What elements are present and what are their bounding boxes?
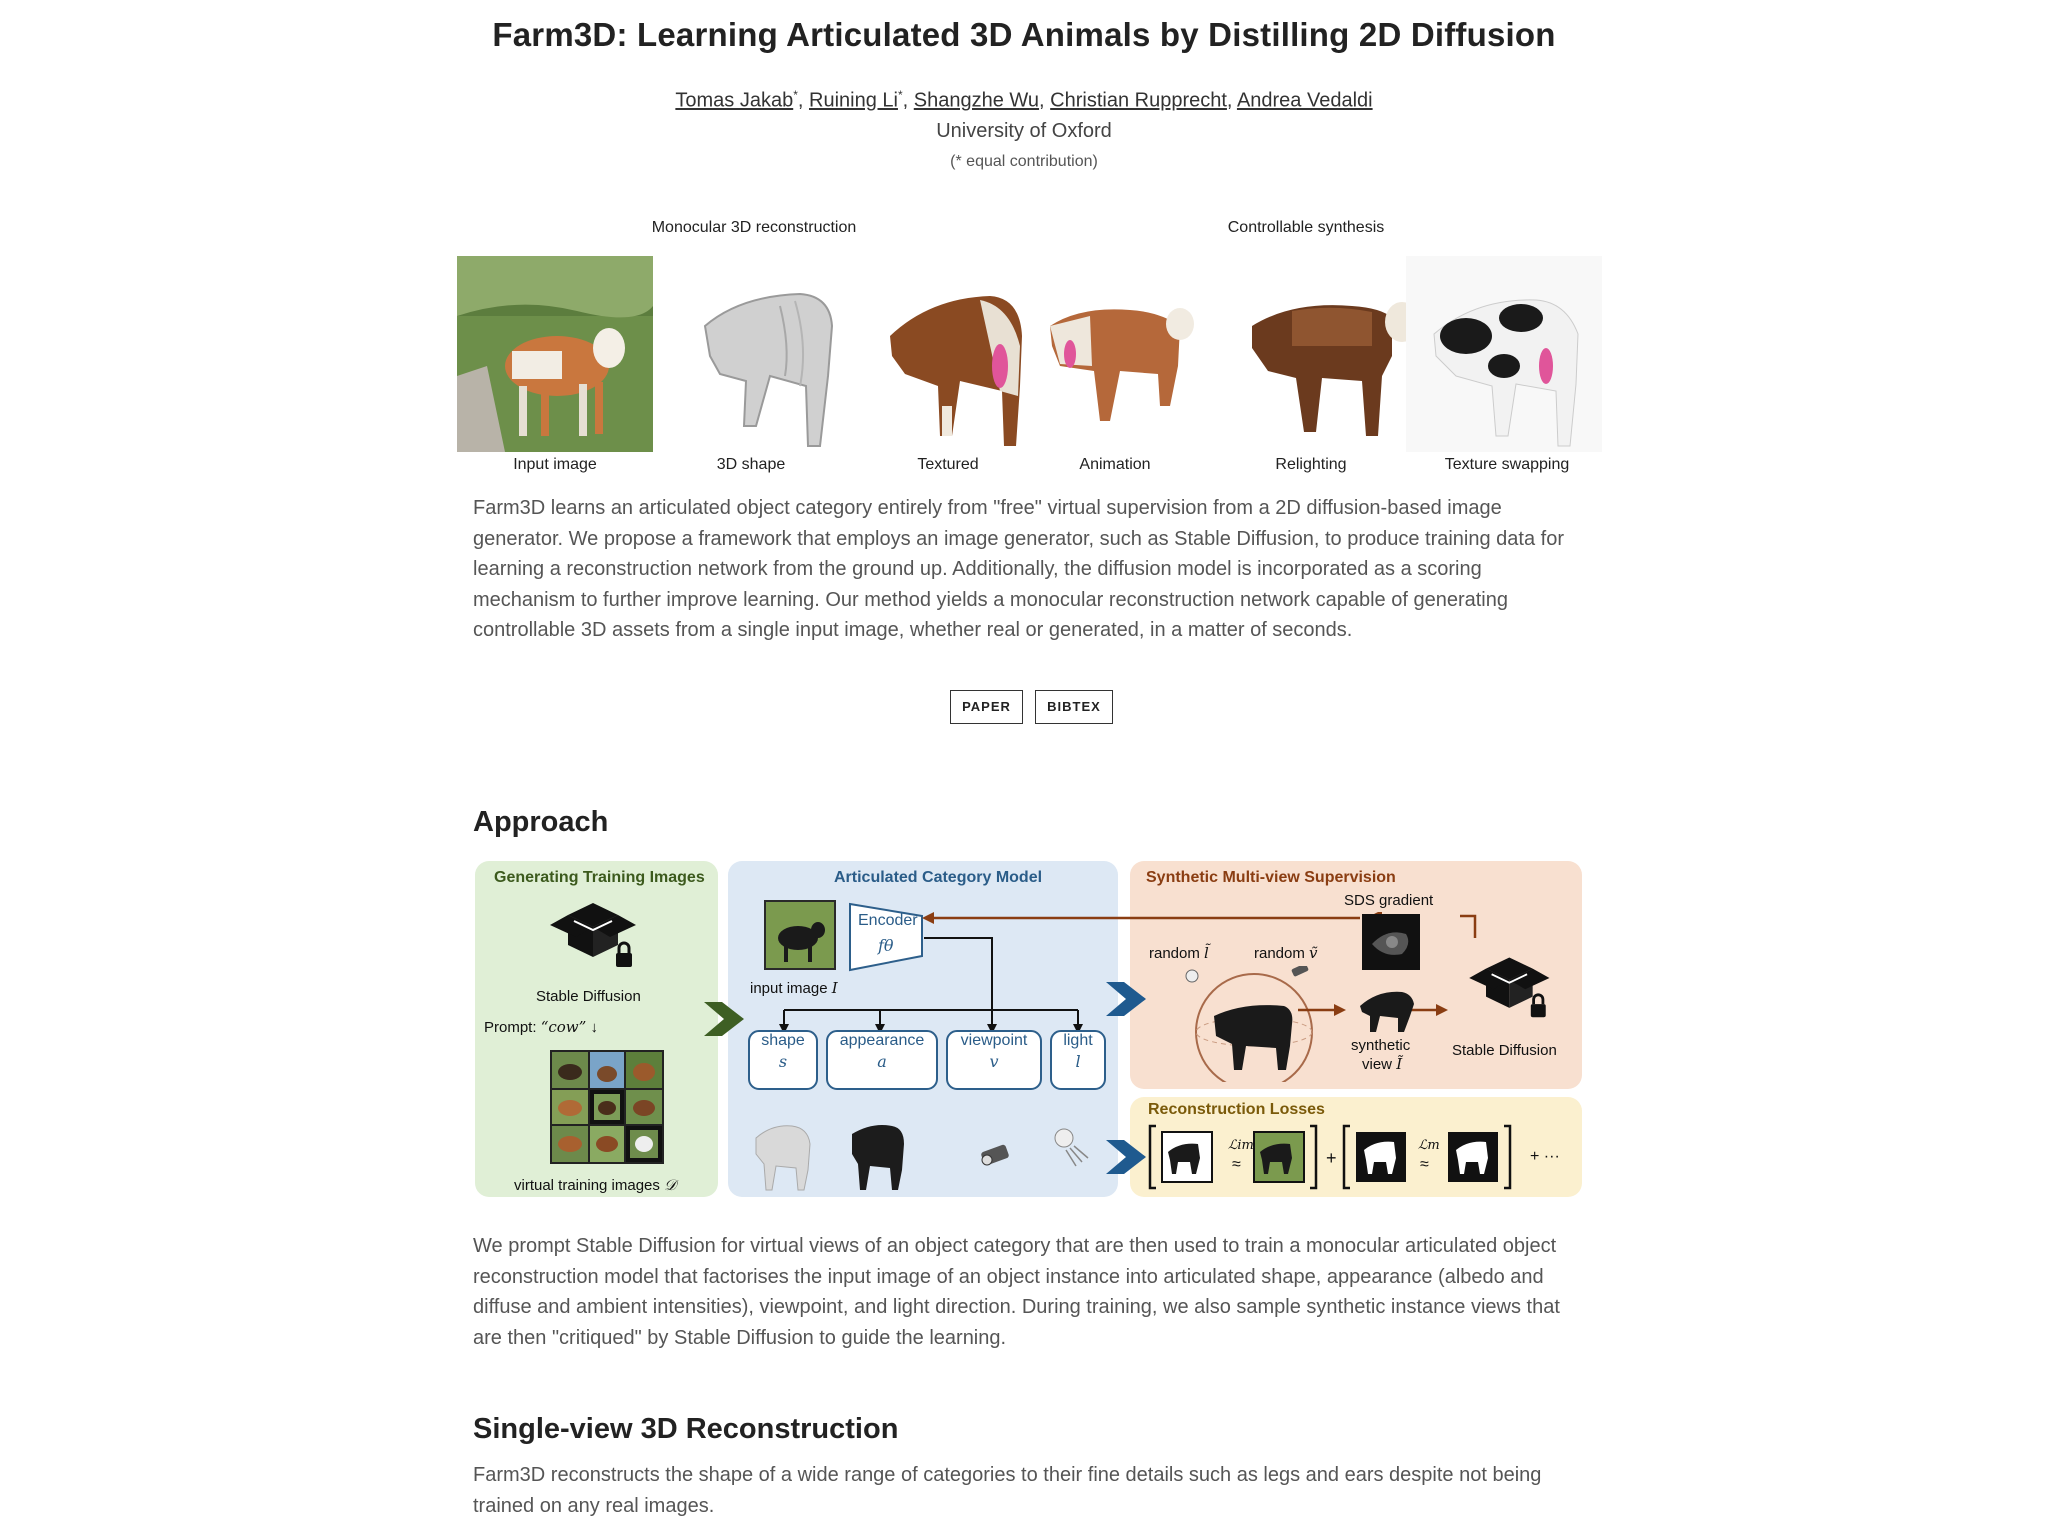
textured-render <box>860 256 1056 452</box>
random-light-label: random l̃ <box>1149 944 1209 962</box>
author-link-shangzhe-wu[interactable]: Shangzhe Wu <box>913 89 1040 112</box>
bibtex-button[interactable]: BIBTEX <box>1035 690 1113 724</box>
stable-diffusion-label: Stable Diffusion <box>536 988 641 1005</box>
abstract-text: Farm3D learns an articulated object category entirely from "free" virtual supervision from a 2D diffusion-based image generator. We propose a framework that employs an image generator, such as Stable Diffusion, to produce training data for learning a reconstruction network from the ground up. Additionally, the diffusion model is incorporated as a scoring mechanism to further improve learning. Our method yields a monocular reconstruction network capable of generating controllable 3D assets from a single input image, whether real or generated, in a matter of seconds. <box>473 497 1564 641</box>
teaser-label-3d-shape: 3D shape <box>716 456 786 473</box>
synthetic-view-render <box>1354 982 1418 1034</box>
synthetic-view-label-1: synthetic <box>1351 1037 1411 1054</box>
3d-shape-render <box>660 256 856 452</box>
paper-button[interactable]: PAPER <box>950 690 1023 724</box>
sds-gradient-label: SDS gradient <box>1344 892 1434 909</box>
random-view-label: random ṽ <box>1254 944 1318 962</box>
animation-render <box>1030 256 1226 452</box>
texture-swapping-render <box>1406 256 1602 452</box>
page-title: Farm3D: Learning Articulated 3D Animals by Distilling 2D Diffusion <box>492 16 1556 53</box>
author-link-christian-rupprecht[interactable]: Christian Rupprecht <box>1050 89 1227 112</box>
approx-symbol-1: ≈ <box>1232 1156 1241 1173</box>
teaser-label-textured: Textured <box>917 456 979 473</box>
loss-im-symbol: ℒim <box>1228 1138 1254 1153</box>
arrow-gen-to-model <box>704 996 748 1042</box>
acm-panel-title: Articulated Category Model <box>834 869 1043 886</box>
virtual-training-images-grid <box>550 1050 664 1164</box>
smv-panel-title: Synthetic Multi-view Supervision <box>1146 869 1396 886</box>
prompt-line: Prompt: “cow” ↓ <box>484 1018 598 1036</box>
approach-heading: Approach <box>473 806 609 838</box>
stable-diffusion-box-icon-2 <box>1466 950 1562 1034</box>
stable-diffusion-label-2: Stable Diffusion <box>1452 1042 1557 1059</box>
factor-viewpoint: viewpoint v <box>946 1030 1042 1090</box>
relighting-render <box>1232 256 1428 452</box>
arrow-model-to-synthetic <box>1106 976 1150 1022</box>
virtual-training-images-label: virtual training images 𝒟 <box>514 1176 677 1194</box>
affiliation: University of Oxford <box>936 120 1112 142</box>
input-image-label: input image I <box>750 979 838 997</box>
input-image-cow-photo <box>457 256 653 452</box>
arrow-model-to-losses <box>1106 1134 1150 1180</box>
reconstruction-loss-equation <box>1148 1122 1558 1192</box>
equal-contribution-mark: * <box>897 88 903 102</box>
gen-panel-title: Generating Training Images <box>494 869 705 886</box>
plus-symbol: + <box>1326 1148 1337 1168</box>
factor-shape: shape s <box>748 1030 818 1090</box>
teaser-label-animation: Animation <box>1079 456 1151 473</box>
factor-light: light l <box>1050 1030 1106 1090</box>
teaser-group-left-title: Monocular 3D reconstruction <box>651 219 857 236</box>
sds-gradient-map <box>1362 914 1420 970</box>
teaser-label-texture-swapping: Texture swapping <box>1444 456 1570 473</box>
approx-symbol-2: ≈ <box>1420 1156 1429 1173</box>
author-link-ruining-li[interactable]: Ruining Li <box>809 89 898 112</box>
plus-more-symbol: + ··· <box>1530 1148 1560 1165</box>
stable-diffusion-box-icon <box>548 895 648 985</box>
equal-contribution-mark: * <box>793 88 798 102</box>
single-view-heading: Single-view 3D Reconstruction <box>473 1413 899 1445</box>
contribution-note: (* equal contribution) <box>950 153 1098 170</box>
author-link-andrea-vedaldi[interactable]: Andrea Vedaldi <box>1236 89 1373 112</box>
recon-panel-title: Reconstruction Losses <box>1148 1101 1325 1118</box>
teaser-group-right-title: Controllable synthesis <box>1227 219 1385 236</box>
encoder-label: Encoder <box>858 912 918 929</box>
author-list: Tomas Jakab*, Ruining Li*, Shangzhe Wu, Christian Rupprecht, Andrea Vedaldi <box>675 88 1373 112</box>
synthetic-view-label-2: view Ĩ <box>1362 1055 1403 1073</box>
encoder-symbol: fθ <box>878 936 894 955</box>
teaser-label-input-image: Input image <box>513 456 597 473</box>
factor-appearance: appearance a <box>826 1030 938 1090</box>
sds-gradient-arrow <box>920 912 1540 942</box>
single-view-text: Farm3D reconstructs the shape of a wide range of categories to their fine details such as legs and ears despite not being trained on any real images. <box>473 1464 1542 1517</box>
approach-caption: We prompt Stable Diffusion for virtual views of an object category that are then used to train a monocular articulated object reconstruction model that factorises the input image of an object instance into articulated shape, appearance (albedo and diffuse and ambient intensities), viewpoint, and light direction. During training, we also sample synthetic instance views that are then "critiqued" by Stable Diffusion to guide the learning. <box>473 1235 1560 1349</box>
teaser-label-relighting: Relighting <box>1275 456 1347 473</box>
loss-m-symbol: ℒm <box>1418 1138 1440 1153</box>
author-link-tomas-jakab[interactable]: Tomas Jakab <box>675 89 794 112</box>
factor-visualizations <box>752 1118 1112 1194</box>
